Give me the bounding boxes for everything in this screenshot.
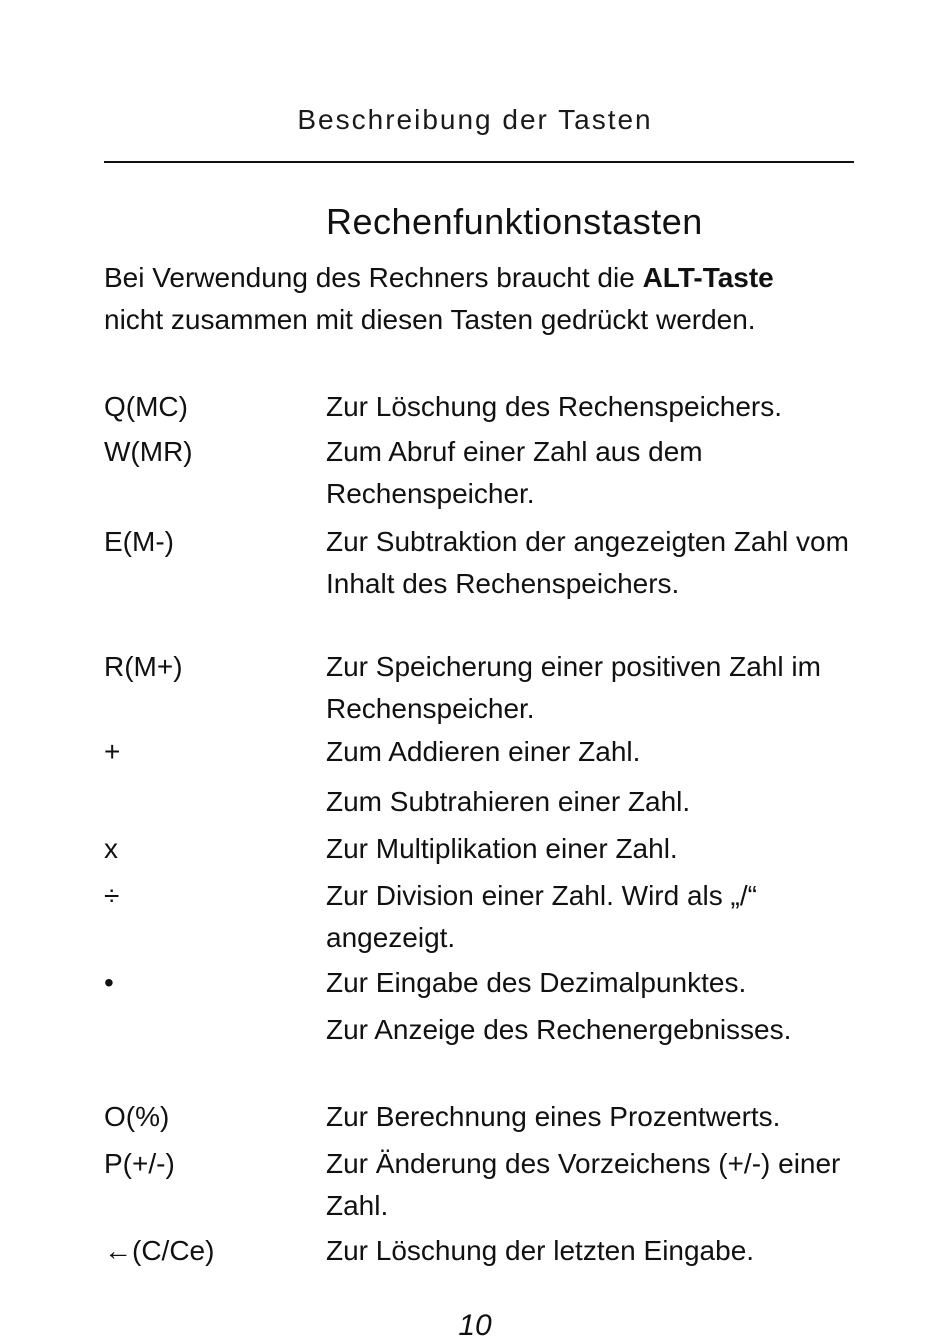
key-description-mc: Zur Löschung des Rechenspeichers.: [326, 391, 783, 422]
key-label-percent: O(%): [104, 1101, 170, 1132]
key-description-percent: Zur Berechnung eines Prozentwerts.: [326, 1101, 781, 1132]
page-number: 10: [458, 1309, 492, 1342]
key-row-m-plus: [0, 646, 950, 731]
key-description-add: Zum Addieren einer Zahl.: [326, 736, 641, 767]
key-label-add: +: [104, 736, 121, 767]
key-description-mr: Zum Abruf einer Zahl aus dem Rechenspeicher.: [326, 436, 703, 509]
key-description-decimal-point: Zur Eingabe des Dezimalpunktes.: [326, 967, 747, 998]
key-label-mc: Q(MC): [104, 391, 188, 422]
key-row-plus-minus: [0, 1143, 950, 1230]
key-description-m-plus: Zur Speicherung einer positiven Zahl im Rechenspeicher.: [326, 651, 821, 724]
key-row-mc: [0, 386, 950, 431]
key-description-subtract: Zum Subtrahieren einer Zahl.: [326, 786, 691, 817]
intro-paragraph: [104, 257, 834, 341]
key-row-decimal-point: [0, 962, 950, 1009]
key-description-backspace: Zur Löschung der letzten Eingabe.: [326, 1235, 755, 1266]
key-label-m-minus: E(M-): [104, 526, 174, 557]
key-description-divide: Zur Division einer Zahl. Wird als „/“ angezeigt.: [326, 880, 757, 953]
intro-alt-key: ALT-Taste: [642, 262, 774, 293]
key-label-plus-minus: P(+/-): [104, 1148, 175, 1179]
key-label-multiply: x: [104, 833, 118, 864]
intro-text-before: Bei Verwendung des Rechners braucht die: [104, 262, 643, 293]
key-row-divide: [0, 875, 950, 962]
key-row-subtract: [0, 781, 950, 828]
key-description-plus-minus: Zur Änderung des Vorzeichens (+/-) einer Zahl.: [326, 1148, 841, 1221]
key-row-equals: [0, 1009, 950, 1096]
key-row-backspace: [0, 1230, 950, 1275]
running-header: Beschreibung der Tasten: [297, 104, 653, 135]
key-label-divide: ÷: [104, 880, 120, 911]
key-row-m-minus: [0, 521, 950, 646]
key-description-equals: Zur Anzeige des Rechenergebnisses.: [326, 1014, 792, 1045]
key-label-m-plus: R(M+): [104, 651, 183, 682]
key-row-percent: [0, 1096, 950, 1143]
key-description-m-minus: Zur Subtraktion der angezeigten Zahl vom Inhalt des Rechenspeichers.: [326, 526, 849, 599]
key-row-mr: [0, 431, 950, 521]
key-label-backspace: ←(C/Ce): [104, 1235, 215, 1266]
key-description-multiply: Zur Multiplikation einer Zahl.: [326, 833, 678, 864]
key-row-multiply: [0, 828, 950, 875]
key-label-decimal-point: •: [104, 967, 114, 998]
key-row-add: [0, 731, 950, 781]
header-rule: [104, 161, 854, 163]
section-title: Rechenfunktionstasten: [326, 201, 703, 242]
intro-text-after: nicht zusammen mit diesen Tasten gedrückt werden.: [104, 304, 756, 335]
key-label-mr: W(MR): [104, 436, 193, 467]
key-description-list: [0, 386, 950, 1275]
